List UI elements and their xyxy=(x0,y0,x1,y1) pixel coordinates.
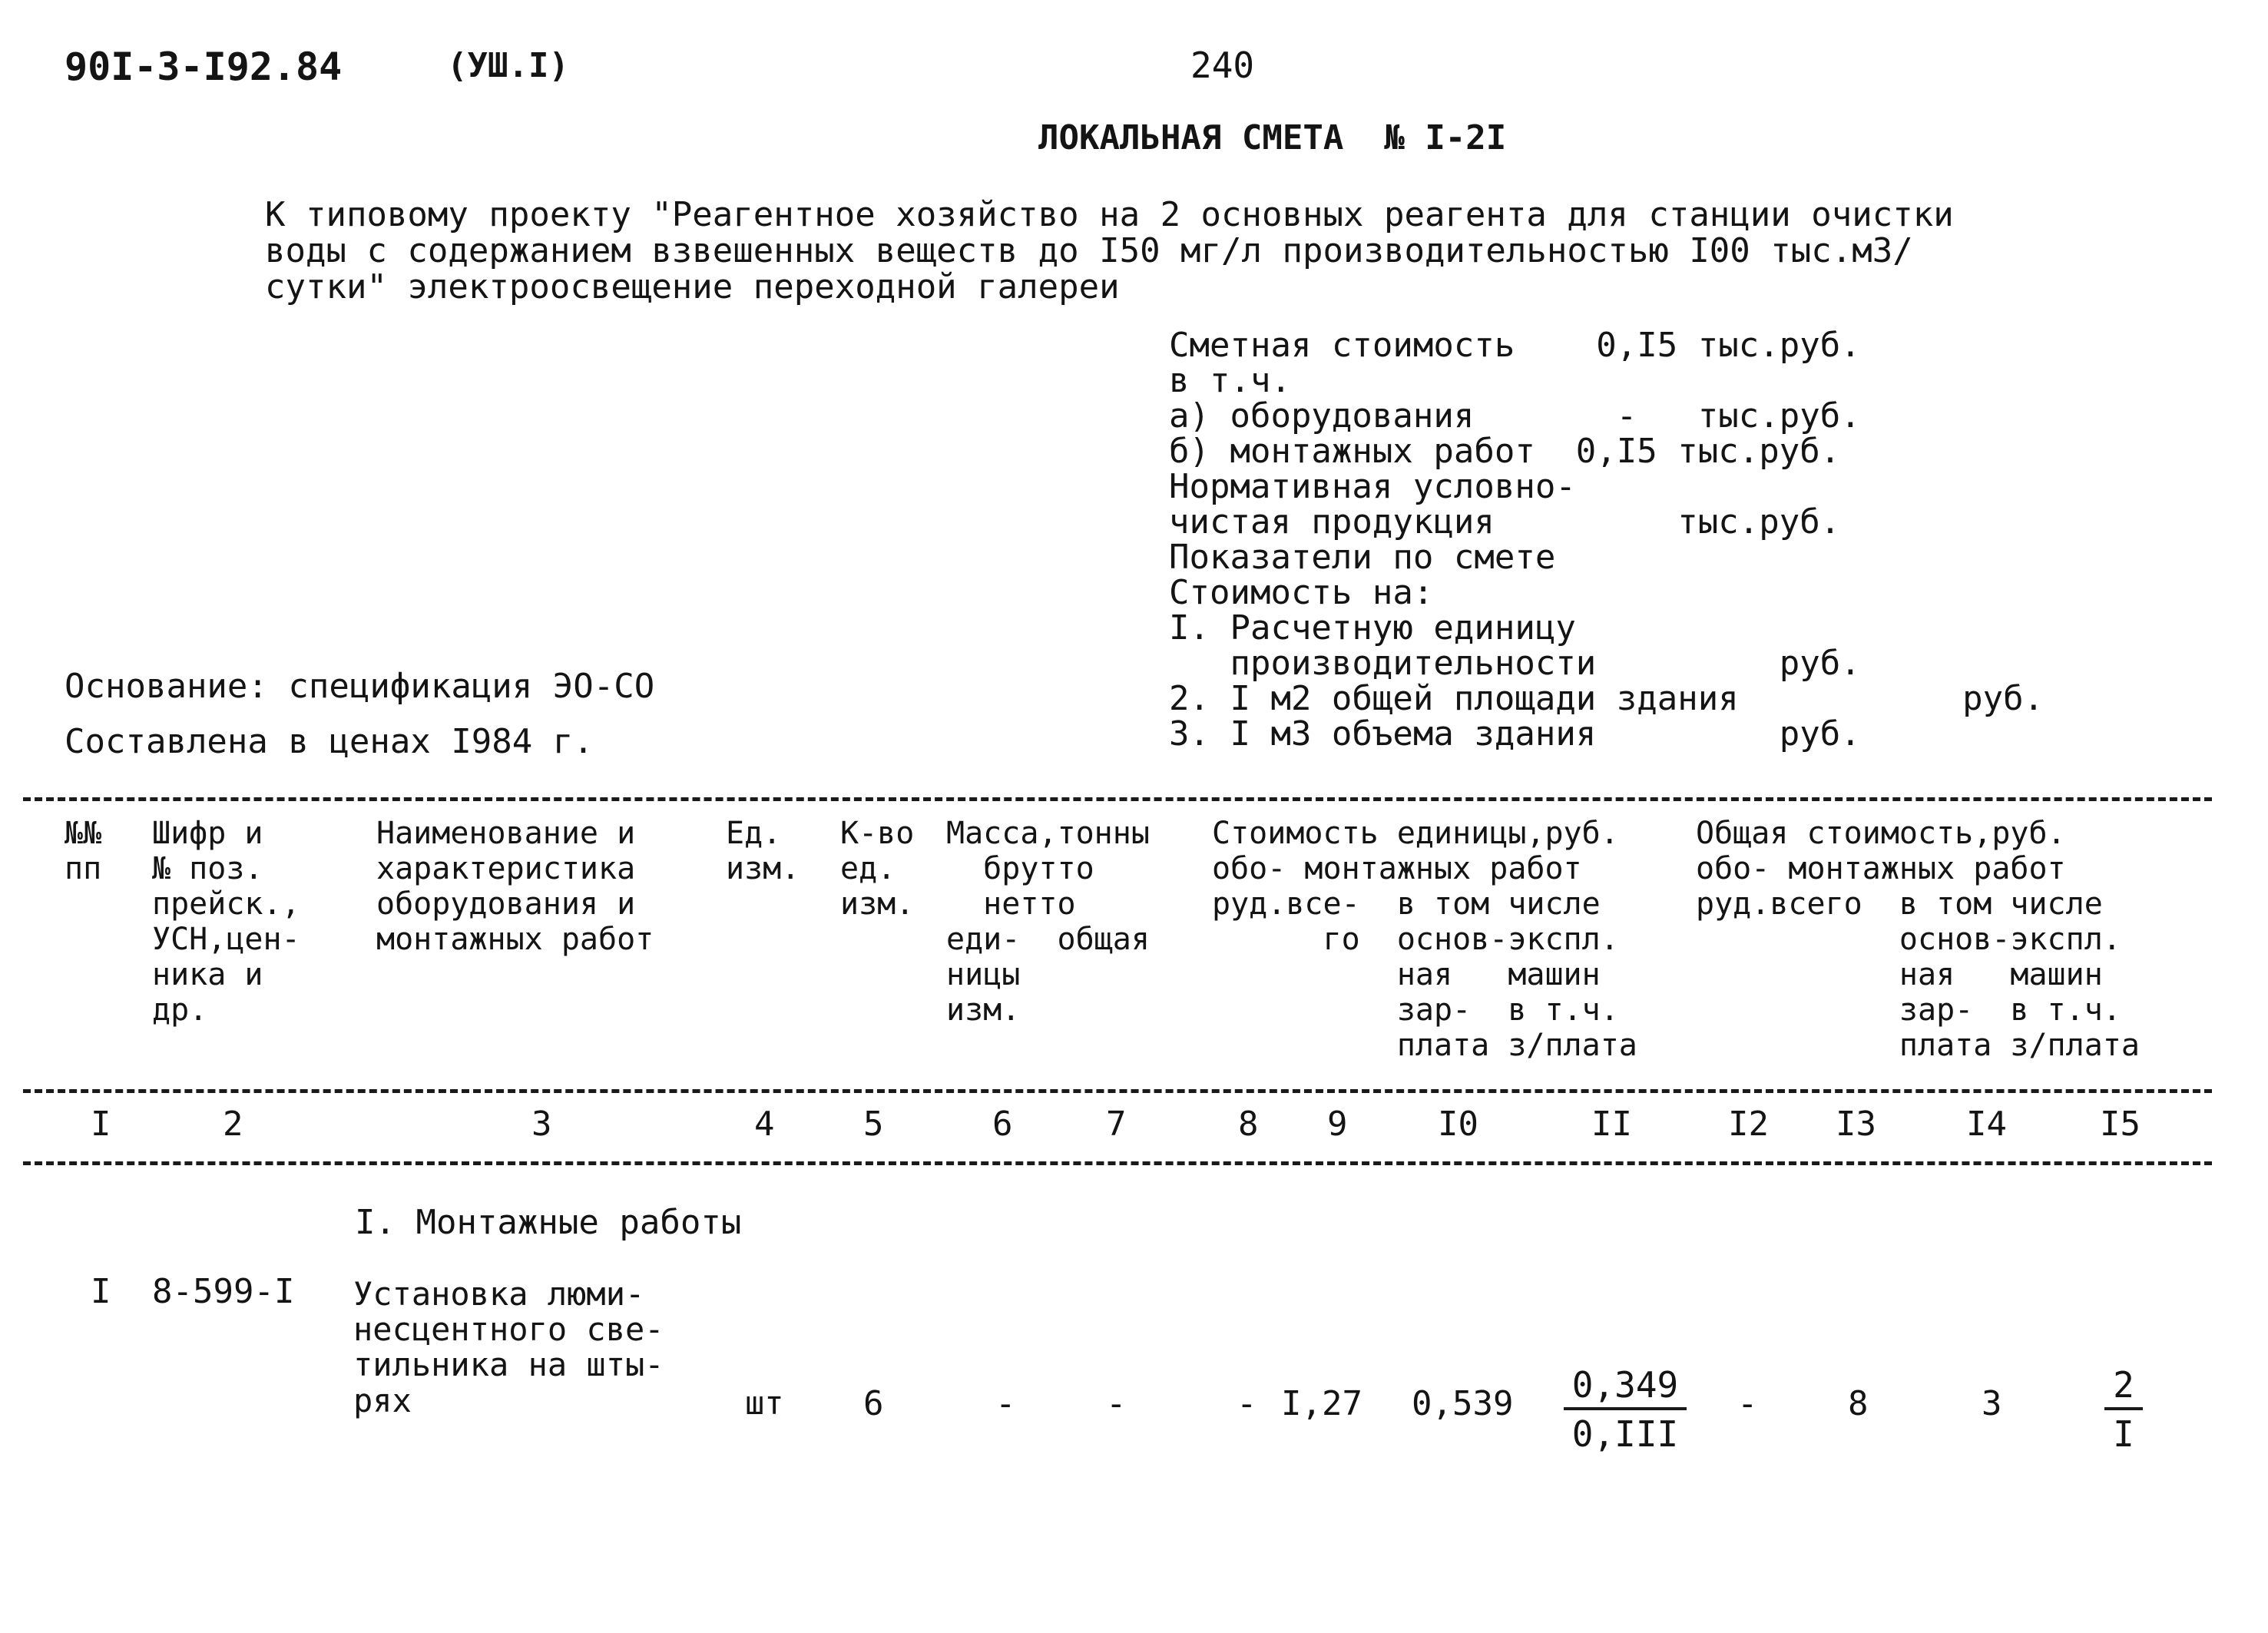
intro-line-2: воды с содержанием взвешенных веществ до I50 мг/л производительностью I00 тыс.м3/ xyxy=(265,231,1913,270)
row-equipment-unit-cost: - xyxy=(1237,1384,1257,1423)
cost-summary-line: Нормативная условно- xyxy=(1169,467,1576,506)
document-code: 90I-3-I92.84 xyxy=(65,45,343,89)
row-mounting-unit-cost: I,27 xyxy=(1281,1384,1362,1423)
cost-summary-line: б) монтажных работ 0,I5 тыс.руб. xyxy=(1169,432,1841,471)
row-quantity: 6 xyxy=(863,1384,884,1423)
column-number: 5 xyxy=(863,1105,884,1144)
row-machines-unit-cost: 0,349 xyxy=(1564,1367,1687,1410)
column-number: 8 xyxy=(1238,1105,1259,1144)
document-title: ЛОКАЛЬНАЯ СМЕТА № I-2I xyxy=(1038,118,1507,157)
intro-line-3: сутки" электроосвещение переходной галереи xyxy=(265,267,1120,306)
prices-year-line: Составлена в ценах I984 г. xyxy=(65,722,594,761)
cost-summary-line: чистая продукция тыс.руб. xyxy=(1169,502,1841,542)
column-number: 3 xyxy=(531,1105,552,1144)
column-number: I3 xyxy=(1836,1105,1876,1144)
cost-summary-line: Сметная стоимость 0,I5 тыс.руб. xyxy=(1169,326,1861,365)
row-machines-wage-unit-cost: 0,III xyxy=(1571,1413,1679,1455)
cost-summary-line: Показатели по смете xyxy=(1169,538,1556,577)
column-number: I2 xyxy=(1728,1105,1769,1144)
column-number: I5 xyxy=(2100,1105,2141,1144)
column-number: I4 xyxy=(1966,1105,2007,1144)
column-number: 7 xyxy=(1106,1105,1127,1144)
basis-line: Основание: спецификация ЭО-СО xyxy=(65,667,655,706)
row-unit: шт xyxy=(745,1384,784,1422)
cost-summary-line: 2. I м2 общей площади здания руб. xyxy=(1169,679,2045,718)
column-number: 2 xyxy=(223,1105,243,1144)
cost-summary-line: Стоимость на: xyxy=(1169,573,1434,612)
col-header-unit-cost: Стоимость единицы,руб. обо- монтажных работ руд.все- в том числе го основ-экспл. ная машин зар- в т.ч. плата з/плата xyxy=(1212,816,1637,1063)
cost-summary-line: 3. I м3 объема здания руб. xyxy=(1169,714,1861,754)
column-numbers-rule xyxy=(23,1161,2212,1165)
page-number: 240 xyxy=(1190,45,1255,86)
cost-summary-line: производительности руб. xyxy=(1169,644,1861,683)
row-machines-total-cost: 2 xyxy=(2104,1367,2143,1410)
header-bottom-rule xyxy=(23,1089,2212,1093)
col-header-name: Наименование и характеристика оборудования и монтажных работ xyxy=(376,816,654,957)
column-number: 4 xyxy=(754,1105,775,1144)
row-equipment-total-cost: - xyxy=(1737,1384,1758,1423)
album-number: (УШ.I) xyxy=(447,46,569,85)
col-header-unit: Ед. изм. xyxy=(726,816,800,886)
column-number: II xyxy=(1591,1105,1632,1144)
col-header-number: №№ пп xyxy=(65,816,102,886)
section-title: I. Монтажные работы xyxy=(355,1203,742,1242)
column-number: 6 xyxy=(992,1105,1013,1144)
column-number: I0 xyxy=(1438,1105,1478,1144)
row-mass-unit: - xyxy=(995,1384,1016,1423)
col-header-quantity: К-во ед. изм. xyxy=(840,816,915,922)
cost-summary-line: I. Расчетную единицу xyxy=(1169,608,1576,648)
row-work-name: Установка люми- несцентного све- тильника на шты- рях xyxy=(353,1275,664,1419)
cost-summary-line: а) оборудования - тыс.руб. xyxy=(1169,396,1861,436)
row-base-wage-unit-cost: 0,539 xyxy=(1412,1384,1514,1423)
row-machines-total-fraction xyxy=(2104,1364,2143,1455)
column-number: I xyxy=(91,1105,111,1144)
row-code: 8-599-I xyxy=(152,1272,295,1311)
row-mounting-total-cost: 8 xyxy=(1848,1384,1869,1423)
col-header-code: Шифр и № поз. прейск., УСН,цен- ника и др. xyxy=(152,816,300,1028)
row-mass-total: - xyxy=(1106,1384,1127,1423)
cost-summary-line: в т.ч. xyxy=(1169,361,1291,400)
intro-line-1: К типовому проекту "Реагентное хозяйство на 2 основных реагента для станции очистки xyxy=(265,195,1954,234)
row-machines-wage-total-cost: I xyxy=(2113,1413,2134,1455)
row-number: I xyxy=(91,1272,111,1311)
table-top-rule xyxy=(23,797,2212,801)
col-header-mass: Масса,тонны брутто нетто еди- общая ницы изм. xyxy=(946,816,1150,1028)
column-number: 9 xyxy=(1327,1105,1348,1144)
row-machines-unit-fraction xyxy=(1564,1364,1687,1455)
col-header-total-cost: Общая стоимость,руб. обо- монтажных работ руд.всего в том числе основ-экспл. ная машин зар- в т.ч. плата з/плата xyxy=(1696,816,2140,1063)
row-base-wage-total-cost: 3 xyxy=(1982,1384,2002,1423)
